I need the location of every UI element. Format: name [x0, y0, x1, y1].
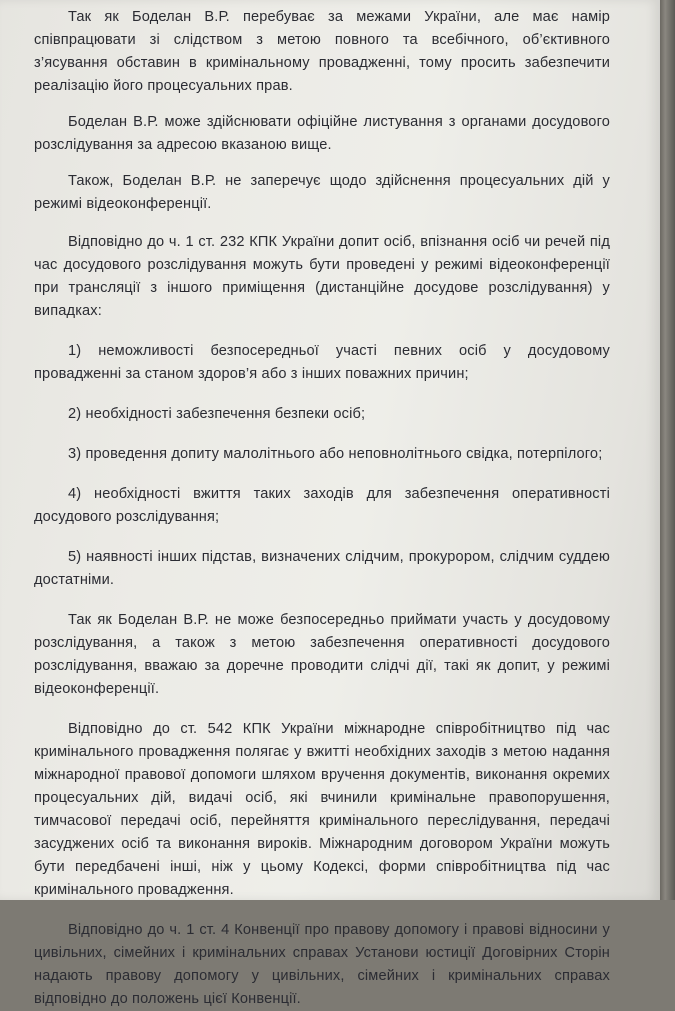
list-item-3: 3) проведення допиту малолітнього або неповнолітнього свідка, потерпілого;: [68, 446, 603, 462]
list-item-1: 1) неможливості безпосередньої участі певних осіб у досудовому провадженні за станом здоров’я або з інших поважних причин;: [34, 343, 610, 382]
paragraph-convention-article-4: Відповідно до ч. 1 ст. 4 Конвенції про правову допомогу і правові відносини у цивільних, сімейних і кримінальних справах Установи юстиції Договірних Сторін надають правову допомогу у цивільних, сімейних і кримінальних справах відповідно до положень цієї Конвенції.: [34, 922, 610, 1007]
paragraph-conclusion-videoconference: Так як Боделан В.Р. не може безпосередньо приймати участь у досудовому розслідування, а також з метою забезпечення оперативності досудового розслідування, вважаю за доречне проводити слідчі дії, такі як допит, у режимі відеоконференції.: [34, 612, 610, 697]
page-edge-shadow: [660, 0, 675, 900]
paragraph-article-232: Відповідно до ч. 1 ст. 232 КПК України допит осіб, впізнання осіб чи речей під час досудового розслідування можуть бути проведені у режимі відеоконференції при трансляції з іншого приміщення (дистанційне досудове розслідування) у випадках:: [34, 234, 610, 319]
paragraph-videoconference-consent: Також, Боделан В.Р. не заперечує щодо здійснення процесуальних дій у режимі відеоконференції.: [34, 173, 610, 212]
list-item-2: 2) необхідності забезпечення безпеки осіб;: [68, 406, 366, 422]
paragraph-abroad-cooperation: Так як Боделан В.Р. перебуває за межами України, але має намір співпрацювати зі слідством з метою повного та всебічного, об’єктивного з’ясування обставин в кримінальному провадженні, тому просить забезпечити реалізацію його процесуальних прав.: [34, 9, 610, 94]
paragraph-article-542: Відповідно до ст. 542 КПК України міжнародне співробітництво під час кримінального провадження полягає у вжитті необхідних заходів з метою надання міжнародної правової допомоги шляхом вручення документів, виконання окремих процесуальних дій, видачі осіб, які вчинили кримінальне правопорушення, тимчасової передачі осіб, перейняття кримінального переслідування, передачі засуджених осіб та виконання вироків. Міжнародним договором України можуть бути передбачені інші, ніж у цьому Кодексі, форми співробітництва під час кримінального провадження.: [34, 721, 610, 898]
document-body: [34, 6, 610, 1011]
list-item-5: 5) наявності інших підстав, визначених слідчим, прокурором, слідчим суддею достатніми.: [34, 549, 610, 588]
paragraph-correspondence: Боделан В.Р. може здійснювати офіційне листування з органами досудового розслідування за адресою вказаною вище.: [34, 114, 610, 153]
list-item-4: 4) необхідності вжиття таких заходів для забезпечення оперативності досудового розслідування;: [34, 486, 610, 525]
